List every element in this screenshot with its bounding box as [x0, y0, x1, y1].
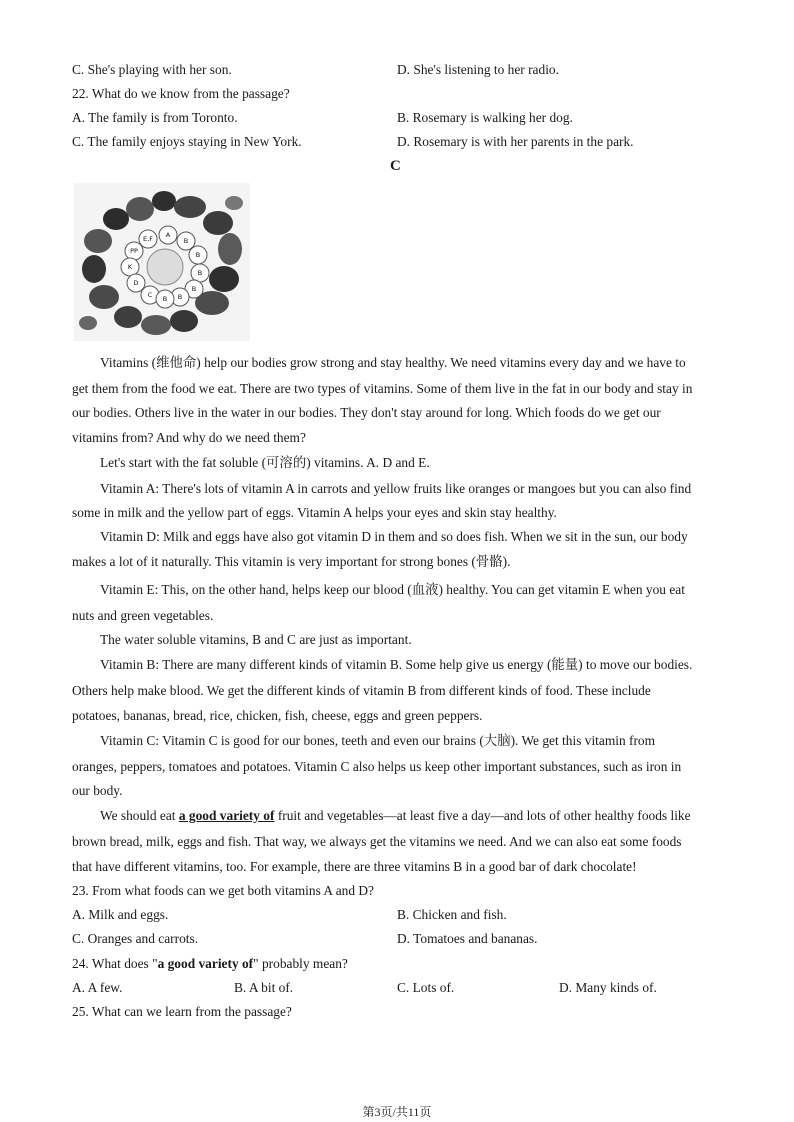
- passage-text: fruit and vegetables—at least five a day—and lots of other healthy foods like: [274, 808, 691, 823]
- passage-line: nuts and green vegetables.: [72, 608, 214, 623]
- passage-line: our bodies. Others live in the water in our bodies. They don't stay around for long. Which foods do we get our: [72, 405, 661, 420]
- passage-line: makes a lot of it naturally. This vitamin is very important for strong bones (骨骼).: [72, 554, 511, 569]
- wheel-label: D: [133, 279, 139, 287]
- passage-line: Vitamin A: There's lots of vitamin A in carrots and yellow fruits like oranges or mangoes but you can also find: [100, 481, 692, 496]
- passage-line: vitamins from? And why do we need them?: [72, 430, 306, 445]
- q23-option-a: A. Milk and eggs.: [72, 907, 169, 922]
- q24-option-d: D. Many kinds of.: [559, 980, 657, 995]
- section-heading: C: [390, 158, 401, 174]
- q23-option-c: C. Oranges and carrots.: [72, 931, 199, 946]
- wheel-label: B: [162, 295, 168, 303]
- q22-option-b: B. Rosemary is walking her dog.: [397, 110, 573, 125]
- passage-line: that have different vitamins, too. For example, there are three vitamins B in a good bar of dark chocolate!: [72, 859, 637, 874]
- q22-question: 22. What do we know from the passage?: [72, 86, 290, 101]
- passage-text: We should eat: [100, 808, 179, 823]
- wheel-label: PP: [130, 247, 138, 255]
- q22-option-a: A. The family is from Toronto.: [72, 110, 238, 125]
- question-term: a good variety of: [157, 956, 254, 971]
- q24-question: [72, 955, 348, 973]
- passage-line: Vitamin E: This, on the other hand, helps keep our blood (血液) healthy. You can get vitamin E when you eat: [100, 582, 685, 597]
- q23-question: 23. From what foods can we get both vitamins A and D?: [72, 883, 374, 898]
- q25-question: 25. What can we learn from the passage?: [72, 1004, 292, 1019]
- q23-option-b: B. Chicken and fish.: [397, 907, 507, 922]
- question-text: " probably mean?: [253, 956, 348, 971]
- q24-option-a: A. A few.: [72, 980, 123, 995]
- passage-line: Others help make blood. We get the different kinds of vitamin B from different kinds of food. These include: [72, 683, 651, 698]
- wheel-label: B: [177, 293, 183, 301]
- passage-line: [100, 807, 691, 825]
- wheel-label: B: [183, 237, 189, 245]
- passage-line: some in milk and the yellow part of eggs. Vitamin A helps your eyes and skin stay healthy.: [72, 505, 557, 520]
- passage-line: our body.: [72, 783, 123, 798]
- wheel-label: A: [165, 231, 171, 239]
- vitamin-food-wheel-image: [74, 183, 250, 341]
- q24-option-b: B. A bit of.: [234, 980, 294, 995]
- wheel-label: B: [191, 285, 197, 293]
- underlined-phrase: a good variety of: [178, 808, 275, 823]
- q21-option-d: D. She's listening to her radio.: [397, 62, 559, 77]
- wheel-label: C: [147, 291, 153, 299]
- wheel-label: B: [195, 251, 201, 259]
- wheel-label: B: [197, 269, 203, 277]
- passage-line: Vitamin C: Vitamin C is good for our bones, teeth and even our brains (大脑). We get this vitamin from: [100, 733, 656, 748]
- passage-line: Let's start with the fat soluble (可溶的) vitamins. A. D and E.: [100, 455, 430, 470]
- q24-option-c: C. Lots of.: [397, 980, 455, 995]
- passage-line: brown bread, milk, eggs and fish. That way, we always get the vitamins we need. And we can also eat some foods: [72, 834, 682, 849]
- q22-option-c: C. The family enjoys staying in New York.: [72, 134, 302, 149]
- passage-line: Vitamins (维他命) help our bodies grow strong and stay healthy. We need vitamins every day and we have to: [100, 355, 686, 370]
- food-wheel-illustration: [74, 183, 250, 341]
- wheel-label: E,F: [143, 235, 153, 243]
- q23-option-d: D. Tomatoes and bananas.: [397, 931, 538, 946]
- passage-line: Vitamin B: There are many different kinds of vitamin B. Some help give us energy (能量) to move our bodies.: [100, 657, 693, 672]
- passage-line: Vitamin D: Milk and eggs have also got vitamin D in them and so does fish. When we sit in the sun, our body: [100, 529, 688, 544]
- passage-line: The water soluble vitamins, B and C are just as important.: [100, 632, 412, 647]
- passage-line: potatoes, bananas, bread, rice, chicken, fish, cheese, eggs and green peppers.: [72, 708, 483, 723]
- q21-option-c: C. She's playing with her son.: [72, 62, 232, 77]
- q22-option-d: D. Rosemary is with her parents in the park.: [397, 134, 634, 149]
- wheel-label: K: [127, 263, 133, 271]
- page-footer: 第3页/共11页: [362, 1105, 432, 1119]
- passage-line: oranges, peppers, tomatoes and potatoes. Vitamin C also helps us keep other important substances, such as iron in: [72, 759, 682, 774]
- passage-line: get them from the food we eat. There are two types of vitamins. Some of them live in the fat in our body and stay in: [72, 381, 693, 396]
- question-text: 24. What does ": [72, 956, 158, 971]
